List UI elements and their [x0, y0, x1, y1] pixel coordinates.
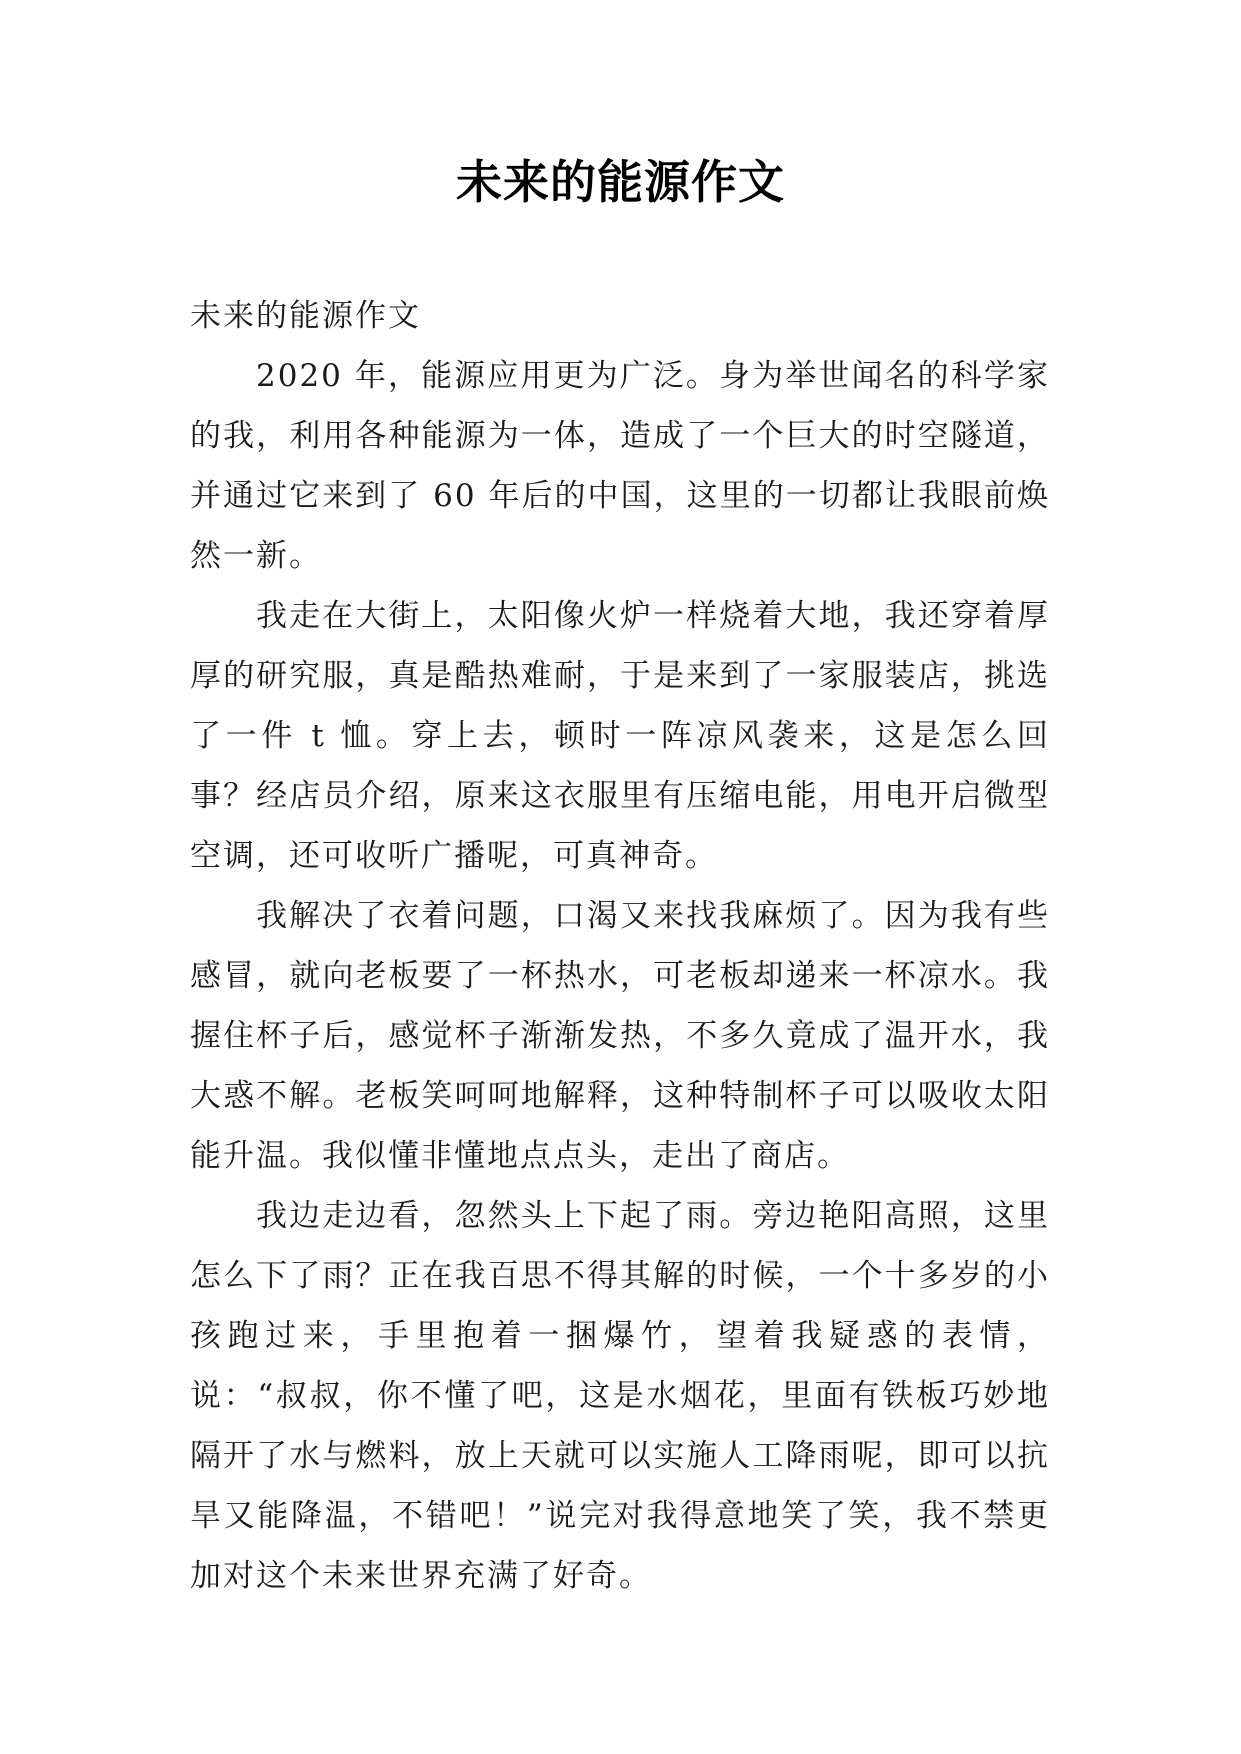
paragraph: 2020 年，能源应用更为广泛。身为举世闻名的科学家的我，利用各种能源为一体，造成了一个巨大的时空隧道，并通过它来到了 60 年后的中国，这里的一切都让我眼前焕然一新。 — [190, 358, 1050, 574]
paragraph: 我走在大街上，太阳像火炉一样烧着大地，我还穿着厚厚的研究服，真是酷热难耐，于是来到了一家服装店，挑选了一件 t 恤。穿上去，顿时一阵凉风袭来，这是怎么回事？经店员介绍，原来这衣服里有压缩电能，用电开启微型空调，还可收听广播呢，可真神奇。 — [190, 598, 1050, 874]
document-body — [190, 286, 1050, 1606]
document-subtitle: 未来的能源作文 — [190, 298, 421, 334]
document-title: 未来的能源作文 — [456, 155, 785, 209]
paragraph: 我边走边看，忽然头上下起了雨。旁边艳阳高照，这里怎么下了雨？正在我百思不得其解的时候，一个十多岁的小孩跑过来，手里抱着一捆爆竹，望着我疑惑的表情，说：“叔叔，你不懂了吧，这是水烟花，里面有铁板巧妙地隔开了水与燃料，放上天就可以实施人工降雨呢，即可以抗旱又能降温，不错吧！”说完对我得意地笑了笑，我不禁更加对这个未来世界充满了好奇。 — [190, 1198, 1050, 1594]
paragraph: 我解决了衣着问题，口渴又来找我麻烦了。因为我有些感冒，就向老板要了一杯热水，可老板却递来一杯凉水。我握住杯子后，感觉杯子渐渐发热，不多久竟成了温开水，我大惑不解。老板笑呵呵地解释，这种特制杯子可以吸收太阳能升温。我似懂非懂地点点头，走出了商店。 — [190, 898, 1050, 1174]
